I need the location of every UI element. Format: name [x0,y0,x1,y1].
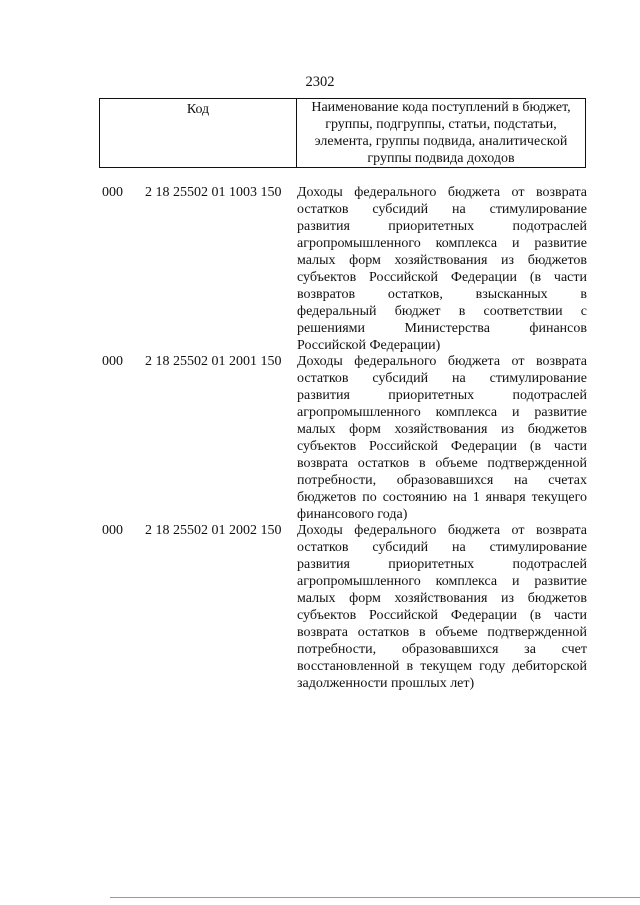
description-line: возврата остатков в объеме подтвержденной [297,625,587,640]
description-line: задолженности прошлых лет) [297,676,475,691]
admin-code: 000 [102,354,123,369]
description-line: агропромышленного комплекса и развитие [297,236,587,251]
code-description [297,353,587,523]
description-line: агропромышленного комплекса и развитие [297,405,587,420]
header-name-line: группы подвида доходов [367,151,515,166]
description-line: малых форм хозяйствования из бюджетов [297,422,587,437]
header-name-line: элемента, группы подвида, аналитической [314,134,568,149]
admin-code: 000 [102,185,123,200]
description-line: возвратов остатков, взысканных в [297,287,587,302]
description-line: развития приоритетных подотраслей [297,557,587,572]
header-code-cell: Код [100,99,297,167]
description-line: потребности, образовавшихся на счетах [297,473,587,488]
description-line: решениями Министерства финансов [297,321,587,336]
description-line: малых форм хозяйствования из бюджетов [297,253,587,268]
description-line: развития приоритетных подотраслей [297,219,587,234]
description-line: федеральный бюджет в соответствии с [297,304,587,319]
description-line: Доходы федерального бюджета от возврата [297,354,587,369]
description-line: Российской Федерации) [297,338,441,353]
description-line: остатков субсидий на стимулирование [297,371,587,386]
description-line: Доходы федерального бюджета от возврата [297,523,587,538]
description-line: остатков субсидий на стимулирование [297,202,587,217]
description-line: потребности, образовавшихся за счет [297,642,587,657]
budget-classification-code: 2 18 25502 01 2002 150 [145,523,282,538]
description-line: развития приоритетных подотраслей [297,388,587,403]
description-line: субъектов Российской Федерации (в части [297,270,587,285]
header-name-cell [297,99,585,167]
description-line: малых форм хозяйствования из бюджетов [297,591,587,606]
code-description [297,522,587,692]
code-description [297,184,587,354]
description-line: остатков субсидий на стимулирование [297,540,587,555]
description-line: Доходы федерального бюджета от возврата [297,185,587,200]
description-line: субъектов Российской Федерации (в части [297,439,587,454]
table-header [99,98,586,168]
description-line: восстановленной в текущем году дебиторской [297,659,587,674]
description-line: финансового года) [297,507,408,522]
description-line: возврата остатков в объеме подтвержденной [297,456,587,471]
admin-code: 000 [102,523,123,538]
description-line: агропромышленного комплекса и развитие [297,574,587,589]
budget-classification-code: 2 18 25502 01 1003 150 [145,185,282,200]
description-line: бюджетов по состоянию на 1 января текущего [297,490,587,505]
header-name-line: Наименование кода поступлений в бюджет, [311,100,571,115]
page-number: 2302 [305,74,335,90]
scan-edge-line [110,897,640,898]
header-name-line: группы, подгруппы, статьи, подстатьи, [325,117,557,132]
description-line: субъектов Российской Федерации (в части [297,608,587,623]
budget-classification-code: 2 18 25502 01 2001 150 [145,354,282,369]
